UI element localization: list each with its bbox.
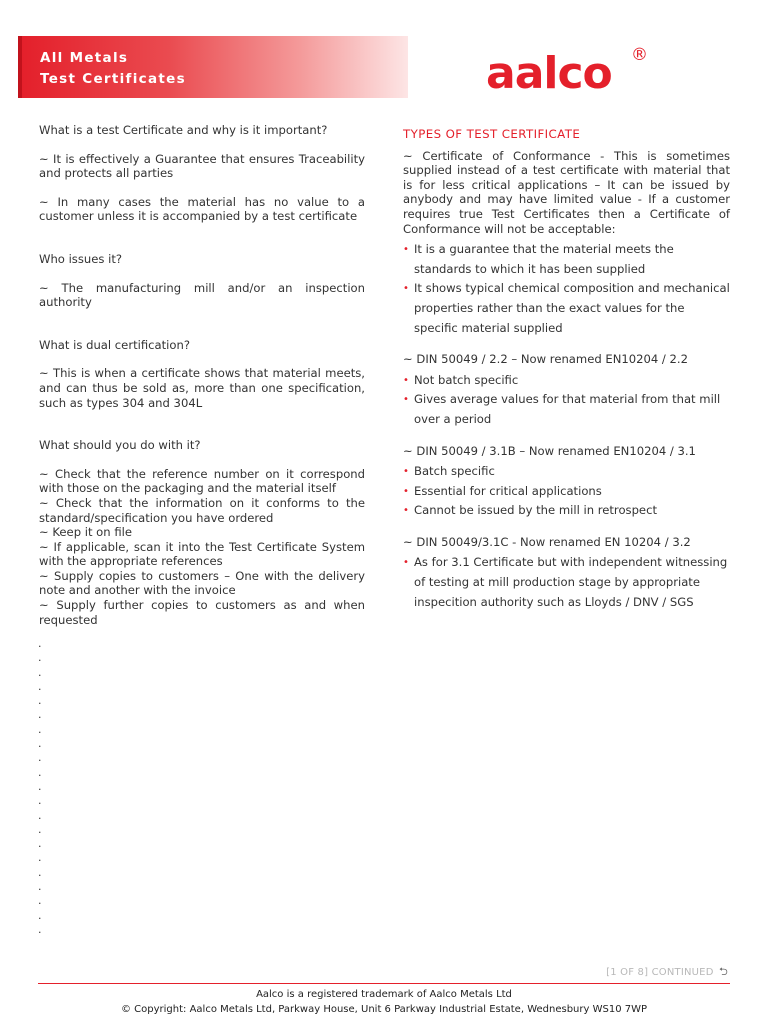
din-22-bullet-list <box>403 371 730 430</box>
list-item: • Gives average values for that material from that mill over a period <box>403 390 730 429</box>
dot-leaders <box>38 637 42 937</box>
todo-item: ~ Supply further copies to customers as and when requested <box>39 598 365 627</box>
dot: . <box>38 637 42 650</box>
list-item: • Cannot be issued by the mill in retrospect <box>403 501 730 521</box>
dot: . <box>38 779 42 793</box>
din-32-bullet-list <box>403 553 730 612</box>
logo-text: aalco <box>486 48 612 98</box>
answer-dual-certification: ~ This is when a certificate shows that material meets, and can thus be sold as, more than one specification, such as types 304 and 304L <box>39 366 365 410</box>
answer-guarantee: ~ It is effectively a Guarantee that ensures Traceability and protects all parties <box>39 151 365 181</box>
dot: . <box>38 894 42 908</box>
footer-divider <box>38 983 730 984</box>
din-31-title: ~ DIN 50049 / 3.1B – Now renamed EN10204 / 3.1 <box>403 443 696 458</box>
todo-item: ~ Check that the information on it conforms to the standard/specification you have ordered <box>39 495 365 525</box>
dot: . <box>38 865 42 879</box>
dot: . <box>38 737 42 751</box>
footer-trademark: Aalco is a registered trademark of Aalco Metals Ltd <box>256 989 512 1000</box>
din-31-bullet-list <box>403 462 730 521</box>
list-item: • It is a guarantee that the material meets the standards to which it has been supplied <box>403 240 730 279</box>
dot: . <box>38 665 42 679</box>
todo-item: ~ Supply copies to customers – One with the delivery note and another with the invoice <box>39 568 365 598</box>
answer-no-value: ~ In many cases the material has no value to a customer unless it is accompanied by a test certificate <box>39 194 365 224</box>
question-dual-certification: What is dual certification? <box>39 337 190 352</box>
left-column <box>39 123 365 627</box>
dot: . <box>38 880 42 894</box>
title-line-1: All Metals <box>40 50 129 66</box>
list-item: • Essential for critical applications <box>403 482 730 502</box>
answer-who-issues: ~ The manufacturing mill and/or an inspection authority <box>39 280 365 310</box>
list-item: • As for 3.1 Certificate but with independent witnessing of testing at mill production stage by appropriate inspecition authority such as Lloyds / DNV / SGS <box>403 553 730 612</box>
header-band <box>18 36 408 98</box>
registered-mark: ® <box>631 45 648 65</box>
question-who-issues: Who issues it? <box>39 251 123 266</box>
todo-item: ~ Keep it on file <box>39 525 132 540</box>
dot: . <box>38 851 42 865</box>
types-heading: TYPES OF TEST CERTIFICATE <box>403 127 581 141</box>
right-column <box>403 123 730 612</box>
coc-intro: ~ Certificate of Conformance - This is sometimes supplied instead of a test certificate with material that is for less critical applications – It can be issued by anybody and may have limited value - If a customer requires true Test Certificates then a Certificate of Conformance will not be acceptable: <box>403 148 730 236</box>
din-32-title: ~ DIN 50049/3.1C - Now renamed EN 10204 / 3.2 <box>403 534 691 549</box>
dot: . <box>38 694 42 708</box>
dot: . <box>38 808 42 822</box>
todo-item: ~ If applicable, scan it into the Test Certificate System with the appropriate references <box>39 539 365 569</box>
question-what-to-do: What should you do with it? <box>39 438 201 453</box>
continued-label: [1 OF 8] CONTINUED <box>606 967 714 978</box>
dot: . <box>38 679 42 693</box>
todo-item: ~ Check that the reference number on it correspond with those on the packaging and the material itself <box>39 466 365 496</box>
din-22-title: ~ DIN 50049 / 2.2 – Now renamed EN10204 / 2.2 <box>403 352 688 367</box>
dot: . <box>38 651 42 665</box>
dot: . <box>38 922 42 936</box>
dot: . <box>38 794 42 808</box>
title-line-2: Test Certificates <box>40 71 186 87</box>
question-what-is: What is a test Certificate and why is it important? <box>39 123 328 137</box>
aalco-logo <box>486 40 651 98</box>
list-item: • Not batch specific <box>403 371 730 391</box>
footer-copyright: © Copyright: Aalco Metals Ltd, Parkway House, Unit 6 Parkway Industrial Estate, Wednesbury WS10 7WP <box>120 1004 648 1015</box>
dot: . <box>38 908 42 922</box>
dot: . <box>38 765 42 779</box>
continued-link[interactable] <box>606 963 728 982</box>
coc-bullet-list <box>403 240 730 338</box>
list-item: • It shows typical chemical composition and mechanical properties rather than the exact values for the specific material supplied <box>403 279 730 338</box>
dot: . <box>38 708 42 722</box>
dot: . <box>38 837 42 851</box>
list-item: • Batch specific <box>403 462 730 482</box>
page-title <box>40 48 186 90</box>
dot: . <box>38 722 42 736</box>
return-arrow-icon: ⮌ <box>718 965 728 978</box>
dot: . <box>38 751 42 765</box>
dot: . <box>38 822 42 836</box>
